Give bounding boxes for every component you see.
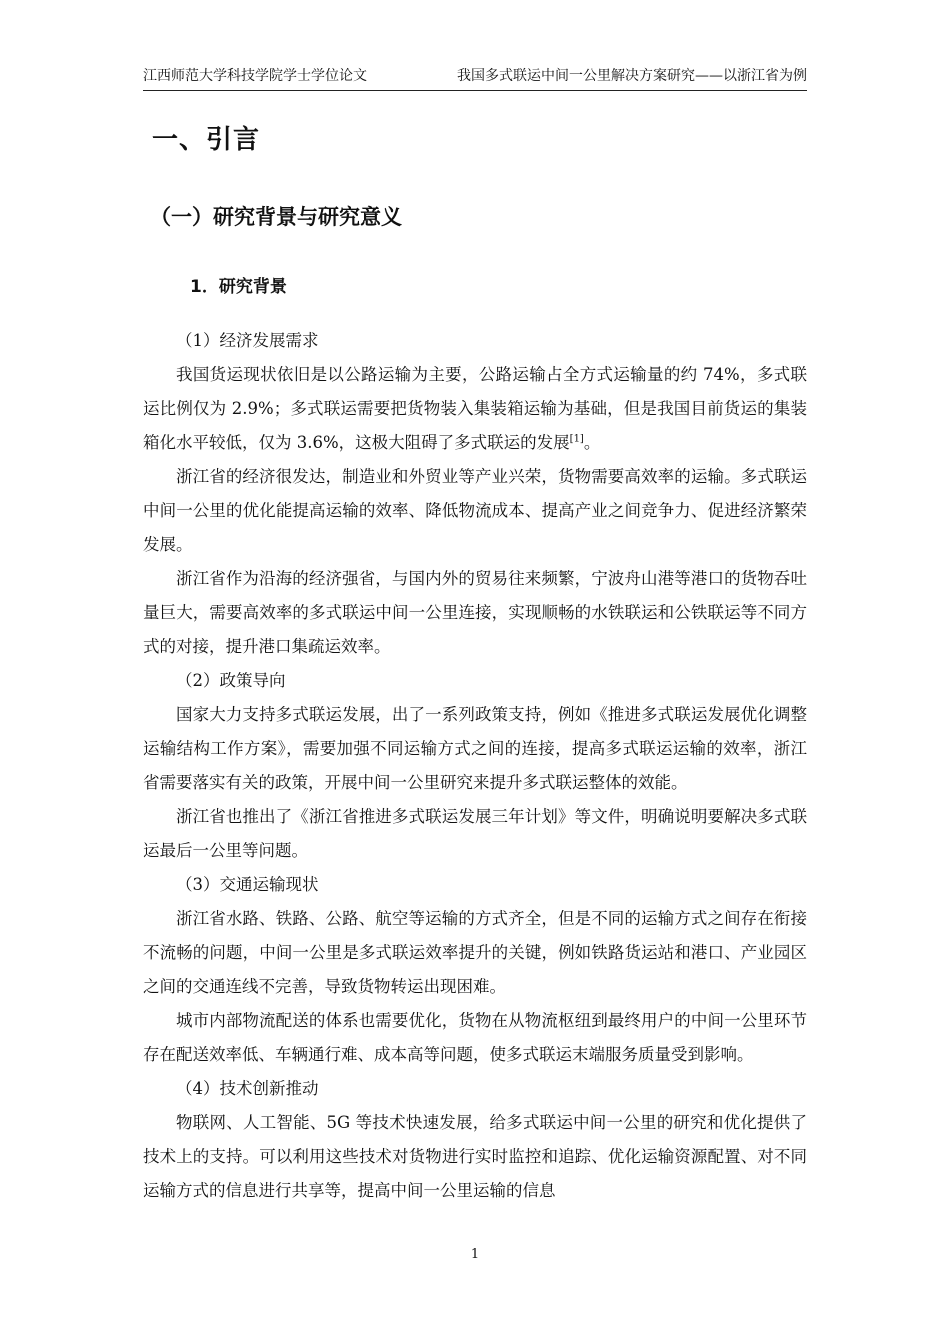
paragraph: 浙江省水路、铁路、公路、航空等运输的方式齐全，但是不同的运输方式之间存在衔接不流畅的问题，中间一公里是多式联运效率提升的关键，例如铁路货运站和港口、产业园区之间的交通连线不完善，导致货物转运出现困难。 <box>143 909 807 996</box>
paragraph: 城市内部物流配送的体系也需要优化，货物在从物流枢纽到最终用户的中间一公里环节存在配送效率低、车辆通行难、成本高等问题，使多式联运末端服务质量受到影响。 <box>143 1011 807 1064</box>
paragraph <box>143 358 807 460</box>
page-header <box>143 66 807 91</box>
item-heading-technology: （4）技术创新推动 <box>176 1079 319 1098</box>
paragraph-text: 我国货运现状依旧是以公路运输为主要，公路运输占全方式运输量的约 74%，多式联运比例仅为 2.9%；多式联运需要把货物装入集装箱运输为基础，但是我国目前货运的集装箱化水平较低，仅为 3.6%，这极大阻碍了多式联运的发展 <box>143 365 807 452</box>
body-text <box>143 324 807 1208</box>
header-thesis-title: 我国多式联运中间一公里解决方案研究——以浙江省为例 <box>457 68 807 84</box>
citation-ref: [1] <box>569 433 584 445</box>
subsection-heading: 1．研究背景 <box>190 277 287 297</box>
item-heading-economic: （1）经济发展需求 <box>176 331 319 350</box>
paragraph: 浙江省的经济很发达，制造业和外贸业等产业兴荣，货物需要高效率的运输。多式联运中间一公里的优化能提高运输的效率、降低物流成本、提高产业之间竞争力、促进经济繁荣发展。 <box>143 467 807 554</box>
paragraph: 浙江省作为沿海的经济强省，与国内外的贸易往来频繁，宁波舟山港等港口的货物吞吐量巨大，需要高效率的多式联运中间一公里连接，实现顺畅的水铁联运和公铁联运等不同方式的对接，提升港口集疏运效率。 <box>143 569 807 656</box>
chapter-heading: 一、引言 <box>152 125 261 155</box>
paragraph: 国家大力支持多式联运发展，出了一系列政策支持，例如《推进多式联运发展优化调整运输结构工作方案》，需要加强不同运输方式之间的连接，提高多式联运运输的效率，浙江省需要落实有关的政策，开展中间一公里研究来提升多式联运整体的效能。 <box>143 705 807 792</box>
section-heading: （一）研究背景与研究意义 <box>150 205 402 229</box>
item-heading-transport: （3）交通运输现状 <box>176 875 319 894</box>
paragraph: 浙江省也推出了《浙江省推进多式联运发展三年计划》等文件，明确说明要解决多式联运最后一公里等问题。 <box>143 807 807 860</box>
page-number: 1 <box>470 1247 480 1262</box>
header-school: 江西师范大学科技学院学士学位论文 <box>143 68 367 84</box>
paragraph: 物联网、人工智能、5G 等技术快速发展，给多式联运中间一公里的研究和优化提供了技术上的支持。可以利用这些技术对货物进行实时监控和追踪、优化运输资源配置、对不同运输方式的信息进行共享等，提高中间一公里运输的信息 <box>143 1113 807 1200</box>
paragraph-end: 。 <box>583 433 601 452</box>
item-heading-policy: （2）政策导向 <box>176 671 286 690</box>
